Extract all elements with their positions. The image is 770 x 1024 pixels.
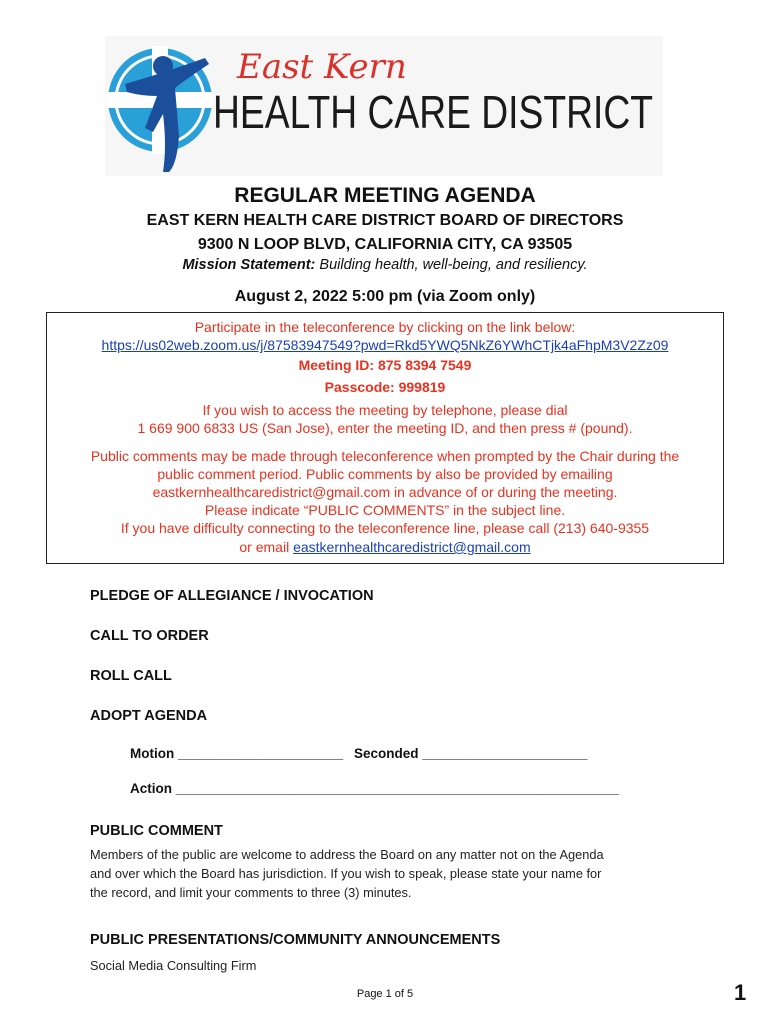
mission-statement: [0, 257, 770, 273]
mission-text: Building health, well-being, and resiliency.: [315, 257, 588, 273]
board-name: EAST KERN HEALTH CARE DISTRICT BOARD OF DIRECTORS: [146, 212, 624, 229]
teleconference-box: [46, 312, 724, 564]
seconded-line: Seconded ______________________: [354, 746, 588, 761]
public-line-5: If you have difficulty connecting to the teleconference line, please call (213) 640-9355: [120, 520, 650, 536]
email-line: [47, 539, 723, 556]
email-link[interactable]: eastkernhealthcaredistrict@gmail.com: [293, 539, 531, 555]
district-logo: [105, 36, 663, 176]
public-line-1: Public comments may be made through teleconference when prompted by the Chair during the: [90, 448, 680, 464]
zoom-link[interactable]: https://us02web.zoom.us/j/87583947549?pwd=Rkd5YWQ5NkZ6YWhCTjk4aFhpM3V2Zz09: [101, 337, 669, 353]
meeting-id: [47, 357, 723, 373]
agenda-item-roll-call: ROLL CALL: [90, 668, 172, 684]
email-prefix: or email: [239, 539, 294, 555]
phone-line-2: 1 669 900 6833 US (San Jose), enter the meeting ID, and then press # (pound).: [137, 420, 633, 436]
page-label: Page 1 of 5: [356, 988, 414, 1000]
logo-main-text: HEALTH CARE DISTRICT: [213, 86, 653, 138]
public-line-2: public comment period. Public comments by also be provided by emailing: [157, 466, 613, 482]
page-title: REGULAR MEETING AGENDA: [234, 184, 536, 207]
meeting-id-value: 875 8394 7549: [377, 357, 472, 373]
public-line-3: eastkernhealthcaredistrict@gmail.com in advance of or during the meeting.: [152, 484, 618, 500]
passcode-label: Passcode:: [324, 379, 395, 395]
logo-script-text: East Kern: [237, 47, 407, 87]
passcode-value: 999819: [398, 379, 446, 395]
agenda-item-call-to-order: CALL TO ORDER: [90, 628, 209, 644]
page-number: 1: [734, 980, 747, 1005]
meeting-date: August 2, 2022 5:00 pm (via Zoom only): [234, 288, 536, 305]
address: 9300 N LOOP BLVD, CALIFORNIA CITY, CA 93505: [197, 236, 573, 253]
presentation-item: Social Media Consulting Firm: [90, 958, 257, 973]
public-comment-text-2: and over which the Board has jurisdiction. If you wish to speak, please state your name for: [90, 866, 602, 881]
agenda-item-public-comment: PUBLIC COMMENT: [90, 823, 223, 839]
action-line: Action ___________________________________________________________: [130, 781, 619, 796]
agenda-item-adopt-agenda: ADOPT AGENDA: [90, 708, 208, 724]
phone-line-1: If you wish to access the meeting by telephone, please dial: [202, 402, 568, 418]
motion-line: Motion ______________________: [130, 746, 344, 761]
public-comment-text-1: Members of the public are welcome to address the Board on any matter not on the Agenda: [90, 847, 604, 862]
public-comment-text-3: the record, and limit your comments to three (3) minutes.: [90, 885, 412, 900]
public-line-4: Please indicate “PUBLIC COMMENTS” in the subject line.: [204, 502, 566, 518]
mission-label: Mission Statement:: [182, 257, 316, 273]
meeting-id-label: Meeting ID:: [298, 357, 375, 373]
agenda-item-pledge: PLEDGE OF ALLEGIANCE / INVOCATION: [90, 588, 374, 604]
public-comment-paragraph: [90, 845, 670, 902]
tele-intro: Participate in the teleconference by clicking on the link below:: [194, 319, 576, 335]
agenda-item-presentations: PUBLIC PRESENTATIONS/COMMUNITY ANNOUNCEMENTS: [90, 932, 501, 948]
passcode: [47, 379, 723, 395]
